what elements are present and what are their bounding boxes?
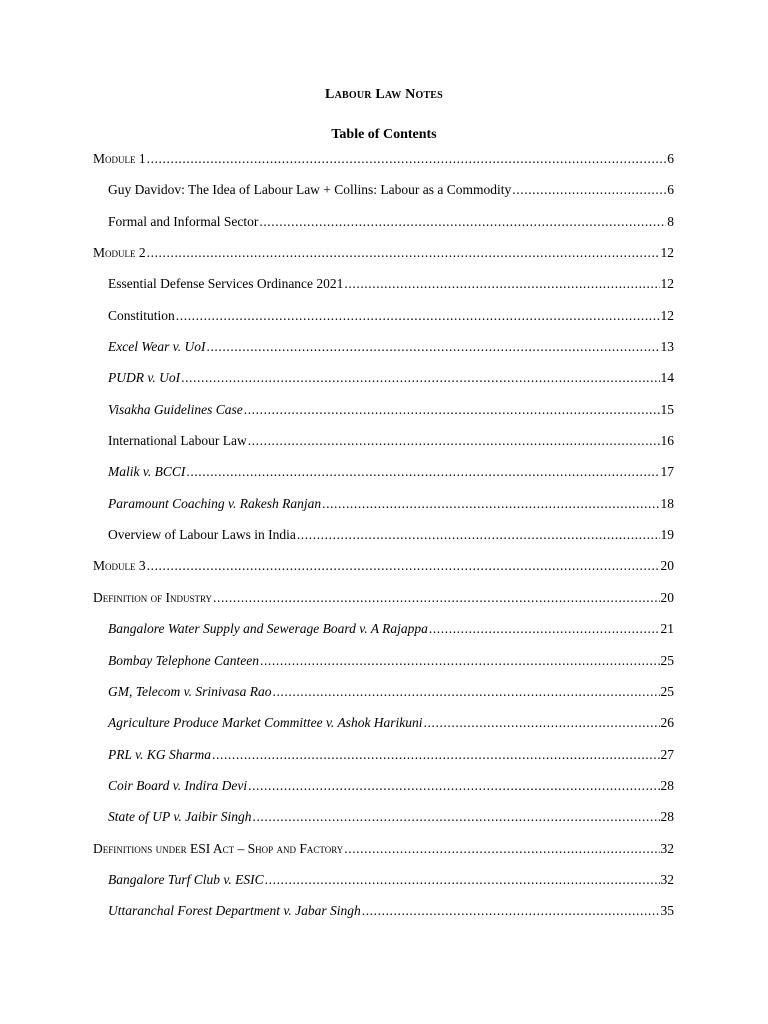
toc-entry-label: Visakha Guidelines Case: [108, 401, 243, 417]
toc-dot-leader: [297, 527, 660, 543]
toc-page-number: 6: [667, 182, 674, 198]
toc-page-number: 12: [660, 245, 674, 261]
toc-entry-label: Constitution: [108, 307, 175, 323]
toc-section-entry[interactable]: [93, 151, 674, 182]
toc-subentry[interactable]: [93, 308, 674, 339]
toc-dot-leader: [248, 433, 660, 449]
toc-page-number: 8: [667, 213, 674, 229]
toc-dot-leader: [147, 558, 660, 574]
toc-subentry[interactable]: [93, 464, 674, 495]
toc-subentry[interactable]: [93, 903, 674, 934]
toc-entry-label: Module 3: [93, 558, 146, 574]
toc-page-number: 16: [660, 433, 674, 449]
toc-entry-label: Bangalore Turf Club v. ESIC: [108, 871, 264, 887]
toc-subentry[interactable]: [93, 809, 674, 840]
toc-subentry[interactable]: [93, 653, 674, 684]
toc-subentry[interactable]: [93, 527, 674, 558]
toc-page-number: 32: [660, 871, 674, 887]
toc-dot-leader: [248, 778, 659, 794]
toc-dot-leader: [186, 464, 659, 480]
toc-section-entry[interactable]: [93, 590, 674, 621]
toc-page-number: 26: [660, 715, 674, 731]
toc-entry-label: Guy Davidov: The Idea of Labour Law + Collins: Labour as a Commodity: [108, 182, 512, 198]
toc-entry-label: Definitions under ESI Act – Shop and Factory: [93, 840, 344, 856]
toc-dot-leader: [344, 841, 659, 857]
toc-dot-leader: [272, 684, 659, 700]
toc-page-number: 32: [660, 840, 674, 856]
toc-entry-label: State of UP v. Jaibir Singh: [108, 809, 252, 825]
toc-subentry[interactable]: [93, 276, 674, 307]
toc-entry-label: PUDR v. UoI: [108, 370, 181, 386]
toc-section-entry[interactable]: [93, 841, 674, 872]
toc-subentry[interactable]: [93, 402, 674, 433]
toc-entry-label: Malik v. BCCI: [108, 464, 186, 480]
toc-page-number: 18: [660, 495, 674, 511]
toc-page-number: 20: [660, 589, 674, 605]
toc-dot-leader: [147, 151, 667, 167]
toc-entry-label: Definition of Industry: [93, 589, 212, 605]
toc-subentry[interactable]: [93, 621, 674, 652]
toc-dot-leader: [252, 809, 659, 825]
toc-page-number: 27: [660, 746, 674, 762]
toc-page-number: 25: [660, 652, 674, 668]
toc-subentry[interactable]: [93, 182, 674, 213]
toc-page-number: 19: [660, 527, 674, 543]
toc-heading: Table of Contents: [331, 127, 437, 142]
toc-dot-leader: [147, 245, 660, 261]
toc-subentry[interactable]: [93, 370, 674, 401]
toc-subentry[interactable]: [93, 872, 674, 903]
toc-page-number: 35: [660, 903, 674, 919]
toc-dot-leader: [424, 715, 660, 731]
toc-dot-leader: [176, 308, 660, 324]
toc-page-number: 15: [660, 401, 674, 417]
toc-entry-label: Agriculture Produce Market Committee v. Ashok Harikuni: [108, 715, 423, 731]
toc-subentry[interactable]: [93, 778, 674, 809]
toc-dot-leader: [260, 653, 660, 669]
toc-subentry[interactable]: [93, 747, 674, 778]
table-of-contents: [93, 151, 674, 935]
toc-entry-label: Bangalore Water Supply and Sewerage Board v. A Rajappa: [108, 621, 428, 637]
toc-section-entry[interactable]: [93, 245, 674, 276]
toc-page-number: 20: [660, 558, 674, 574]
toc-dot-leader: [181, 370, 659, 386]
toc-dot-leader: [429, 621, 660, 637]
toc-page-number: 17: [660, 464, 674, 480]
toc-dot-leader: [244, 402, 660, 418]
toc-page-number: 14: [660, 370, 674, 386]
toc-entry-label: Formal and Informal Sector: [108, 213, 259, 229]
toc-entry-label: Module 1: [93, 151, 146, 166]
toc-dot-leader: [259, 214, 666, 230]
toc-entry-label: International Labour Law: [108, 433, 247, 449]
toc-subentry[interactable]: [93, 339, 674, 370]
toc-entry-label: GM, Telecom v. Srinivasa Rao: [108, 683, 272, 699]
toc-dot-leader: [362, 903, 660, 919]
toc-page-number: 12: [660, 276, 674, 292]
toc-subentry[interactable]: [93, 433, 674, 464]
toc-dot-leader: [322, 496, 659, 512]
toc-entry-label: PRL v. KG Sharma: [108, 746, 212, 762]
toc-page-number: 28: [660, 777, 674, 793]
toc-page-number: 13: [660, 339, 674, 355]
toc-page-number: 6: [667, 151, 674, 166]
toc-entry-label: Bombay Telephone Canteen: [108, 652, 259, 668]
toc-entry-label: Paramount Coaching v. Rakesh Ranjan: [108, 495, 322, 511]
toc-section-entry[interactable]: [93, 558, 674, 589]
toc-entry-label: Excel Wear v. UoI: [108, 339, 206, 355]
toc-subentry[interactable]: [93, 684, 674, 715]
toc-subentry[interactable]: [93, 214, 674, 245]
toc-entry-label: Uttaranchal Forest Department v. Jabar Singh: [108, 903, 361, 919]
toc-entry-label: Coir Board v. Indira Devi: [108, 777, 248, 793]
toc-entry-label: Overview of Labour Laws in India: [108, 527, 296, 543]
toc-dot-leader: [206, 339, 659, 355]
toc-dot-leader: [344, 276, 659, 292]
toc-entry-label: Module 2: [93, 245, 146, 261]
toc-page-number: 12: [660, 307, 674, 323]
toc-page-number: 25: [660, 683, 674, 699]
toc-entry-label: Essential Defense Services Ordinance 2021: [108, 276, 344, 292]
toc-page-number: 21: [660, 621, 674, 637]
toc-dot-leader: [212, 747, 659, 763]
toc-dot-leader: [265, 872, 660, 888]
toc-dot-leader: [213, 590, 660, 606]
toc-dot-leader: [512, 182, 666, 198]
toc-subentry[interactable]: [93, 715, 674, 746]
toc-subentry[interactable]: [93, 496, 674, 527]
toc-page-number: 28: [660, 809, 674, 825]
document-title: Labour Law Notes: [325, 87, 443, 102]
